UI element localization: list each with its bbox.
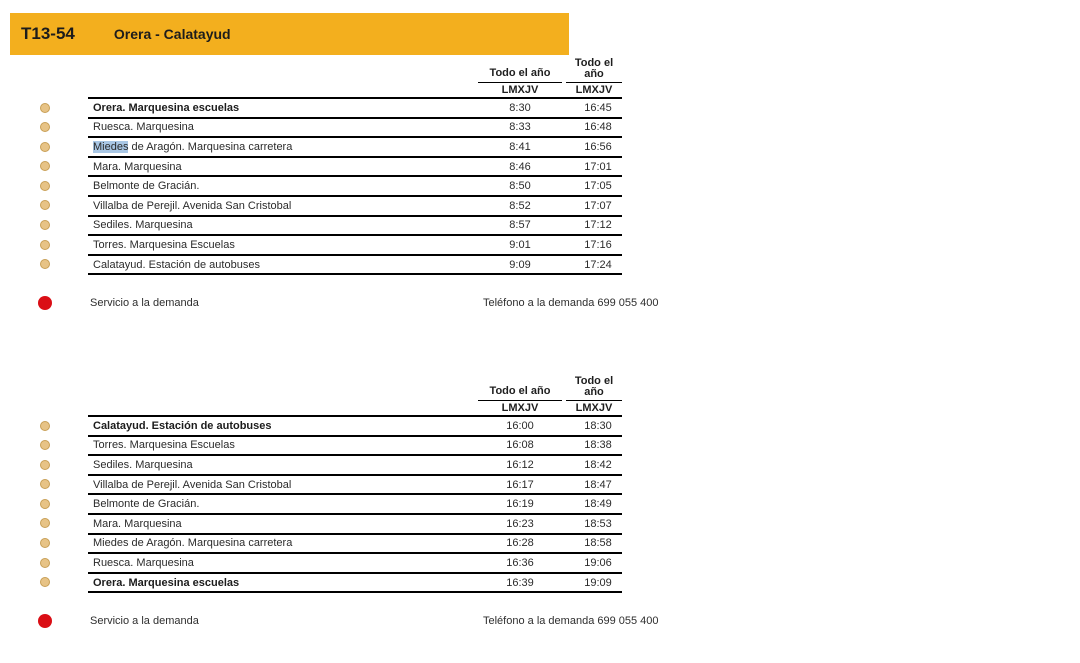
table-row: [88, 417, 622, 437]
time-allyear-2: 17:05: [584, 180, 612, 193]
table-row: [88, 495, 622, 515]
stop-name: Villalba de Perejil. Avenida San Cristobal: [93, 199, 292, 212]
time-allyear-2: 16:56: [584, 140, 612, 153]
table-row: [88, 177, 622, 197]
stop-dot-icon: [40, 421, 50, 431]
stop-name: Sediles. Marquesina: [93, 458, 193, 471]
table-row: [88, 158, 622, 178]
time-allyear-1: 16:19: [506, 498, 534, 511]
days-label: LMXJV: [575, 84, 613, 96]
time-allyear-1: 8:30: [509, 101, 531, 114]
days-label: LMXJV: [501, 402, 539, 414]
stop-dot-icon: [40, 103, 50, 113]
table-header: [88, 373, 622, 415]
stop-name: Belmonte de Gracián.: [93, 180, 200, 193]
demand-phone: Teléfono a la demanda 699 055 400: [483, 297, 659, 309]
stop-dot-icon: [40, 460, 50, 470]
demand-phone: Teléfono a la demanda 699 055 400: [483, 615, 659, 627]
stop-dot-icon: [40, 479, 50, 489]
stop-name: Orera. Marquesina escuelas: [93, 576, 240, 589]
time-allyear-1: 8:57: [509, 219, 531, 232]
stop-dot-icon: [40, 181, 50, 191]
demand-label: Servicio a la demanda: [90, 615, 199, 627]
demand-service-icon: [38, 296, 52, 310]
time-allyear-2: 18:53: [584, 517, 612, 530]
time-allyear-1: 16:00: [506, 419, 534, 432]
time-allyear-1: 8:41: [509, 140, 531, 153]
time-allyear-2: 17:16: [584, 238, 612, 251]
season-label: Todo el año: [489, 385, 551, 397]
highlighted-text: Miedes: [93, 140, 129, 153]
stop-dot-icon: [40, 518, 50, 528]
stop-name: Belmonte de Gracián.: [93, 498, 200, 511]
table-row: [88, 535, 622, 555]
time-allyear-1: 16:12: [506, 458, 534, 471]
time-allyear-2: 18:42: [584, 458, 612, 471]
time-allyear-2: 18:49: [584, 498, 612, 511]
stop-name: Villalba de Perejil. Avenida San Cristobal: [93, 478, 292, 491]
route-header-bar: [10, 13, 569, 55]
stop-name: Miedes de Aragón. Marquesina carretera: [93, 537, 293, 550]
stop-name: Torres. Marquesina Escuelas: [93, 238, 235, 251]
demand-service-icon: [38, 614, 52, 628]
time-allyear-1: 8:52: [509, 199, 531, 212]
demand-label: Servicio a la demanda: [90, 297, 199, 309]
column-header-allyear-2: [566, 55, 622, 98]
time-allyear-2: 18:58: [584, 537, 612, 550]
stop-dot-icon: [40, 240, 50, 250]
stop-dot-icon: [40, 440, 50, 450]
stop-name: Miedes de Aragón. Marquesina carretera: [93, 140, 293, 153]
demand-legend: [88, 296, 659, 312]
table-row: [88, 99, 622, 119]
table-row: [88, 197, 622, 217]
time-allyear-1: 16:23: [506, 517, 534, 530]
table-row: [88, 256, 622, 276]
time-allyear-1: 8:33: [509, 121, 531, 134]
stop-dot-icon: [40, 499, 50, 509]
table-row: [88, 476, 622, 496]
time-allyear-1: 16:28: [506, 537, 534, 550]
stop-dot-icon: [40, 577, 50, 587]
time-allyear-2: 18:38: [584, 439, 612, 452]
table-header: [88, 55, 622, 97]
time-allyear-2: 18:30: [584, 419, 612, 432]
time-allyear-1: 16:08: [506, 439, 534, 452]
demand-legend: [88, 614, 659, 630]
column-header-allyear-1: [478, 55, 562, 98]
stop-dot-icon: [40, 142, 50, 152]
stop-name: Ruesca. Marquesina: [93, 556, 194, 569]
time-allyear-2: 18:47: [584, 478, 612, 491]
season-label: Todo el año: [574, 375, 614, 398]
time-allyear-2: 19:09: [584, 576, 612, 589]
days-label: LMXJV: [501, 84, 539, 96]
stop-dot-icon: [40, 122, 50, 132]
table-row: [88, 515, 622, 535]
time-allyear-1: 8:50: [509, 180, 531, 193]
table-row: [88, 119, 622, 139]
column-header-allyear-2: [566, 373, 622, 416]
table-row: [88, 437, 622, 457]
days-label: LMXJV: [575, 402, 613, 414]
stop-name: Calatayud. Estación de autobuses: [93, 419, 272, 432]
time-allyear-1: 9:09: [509, 258, 531, 271]
stop-name: Mara. Marquesina: [93, 517, 182, 530]
column-header-allyear-1: [478, 373, 562, 416]
stop-dot-icon: [40, 220, 50, 230]
time-allyear-2: 16:48: [584, 121, 612, 134]
time-allyear-2: 17:01: [584, 160, 612, 173]
time-allyear-2: 17:24: [584, 258, 612, 271]
time-allyear-2: 19:06: [584, 556, 612, 569]
route-title: Orera - Calatayud: [113, 26, 231, 42]
time-allyear-2: 17:12: [584, 219, 612, 232]
time-allyear-2: 17:07: [584, 199, 612, 212]
stop-name: Orera. Marquesina escuelas: [93, 101, 240, 114]
timetable-section: [88, 373, 659, 627]
stop-name: Torres. Marquesina Escuelas: [93, 439, 235, 452]
table-row: [88, 236, 622, 256]
stop-name: Mara. Marquesina: [93, 160, 182, 173]
time-allyear-2: 16:45: [584, 101, 612, 114]
stop-dot-icon: [40, 259, 50, 269]
table-row: [88, 138, 622, 158]
stop-name: Calatayud. Estación de autobuses: [93, 258, 260, 271]
season-label: Todo el año: [489, 67, 551, 79]
table-row: [88, 574, 622, 594]
table-row: [88, 456, 622, 476]
route-code: T13-54: [21, 24, 75, 43]
stop-dot-icon: [40, 538, 50, 548]
timetable-section: [88, 55, 659, 309]
table-row: [88, 554, 622, 574]
stop-dot-icon: [40, 200, 50, 210]
time-allyear-1: 16:17: [506, 478, 534, 491]
stop-name: Sediles. Marquesina: [93, 219, 193, 232]
time-allyear-1: 16:36: [506, 556, 534, 569]
time-allyear-1: 9:01: [509, 238, 531, 251]
time-allyear-1: 16:39: [506, 576, 534, 589]
table-rows: [88, 97, 622, 275]
stop-dot-icon: [40, 161, 50, 171]
table-rows: [88, 415, 622, 593]
stop-dot-icon: [40, 558, 50, 568]
season-label: Todo el año: [574, 57, 614, 80]
stop-name: Ruesca. Marquesina: [93, 121, 194, 134]
time-allyear-1: 8:46: [509, 160, 531, 173]
table-row: [88, 217, 622, 237]
